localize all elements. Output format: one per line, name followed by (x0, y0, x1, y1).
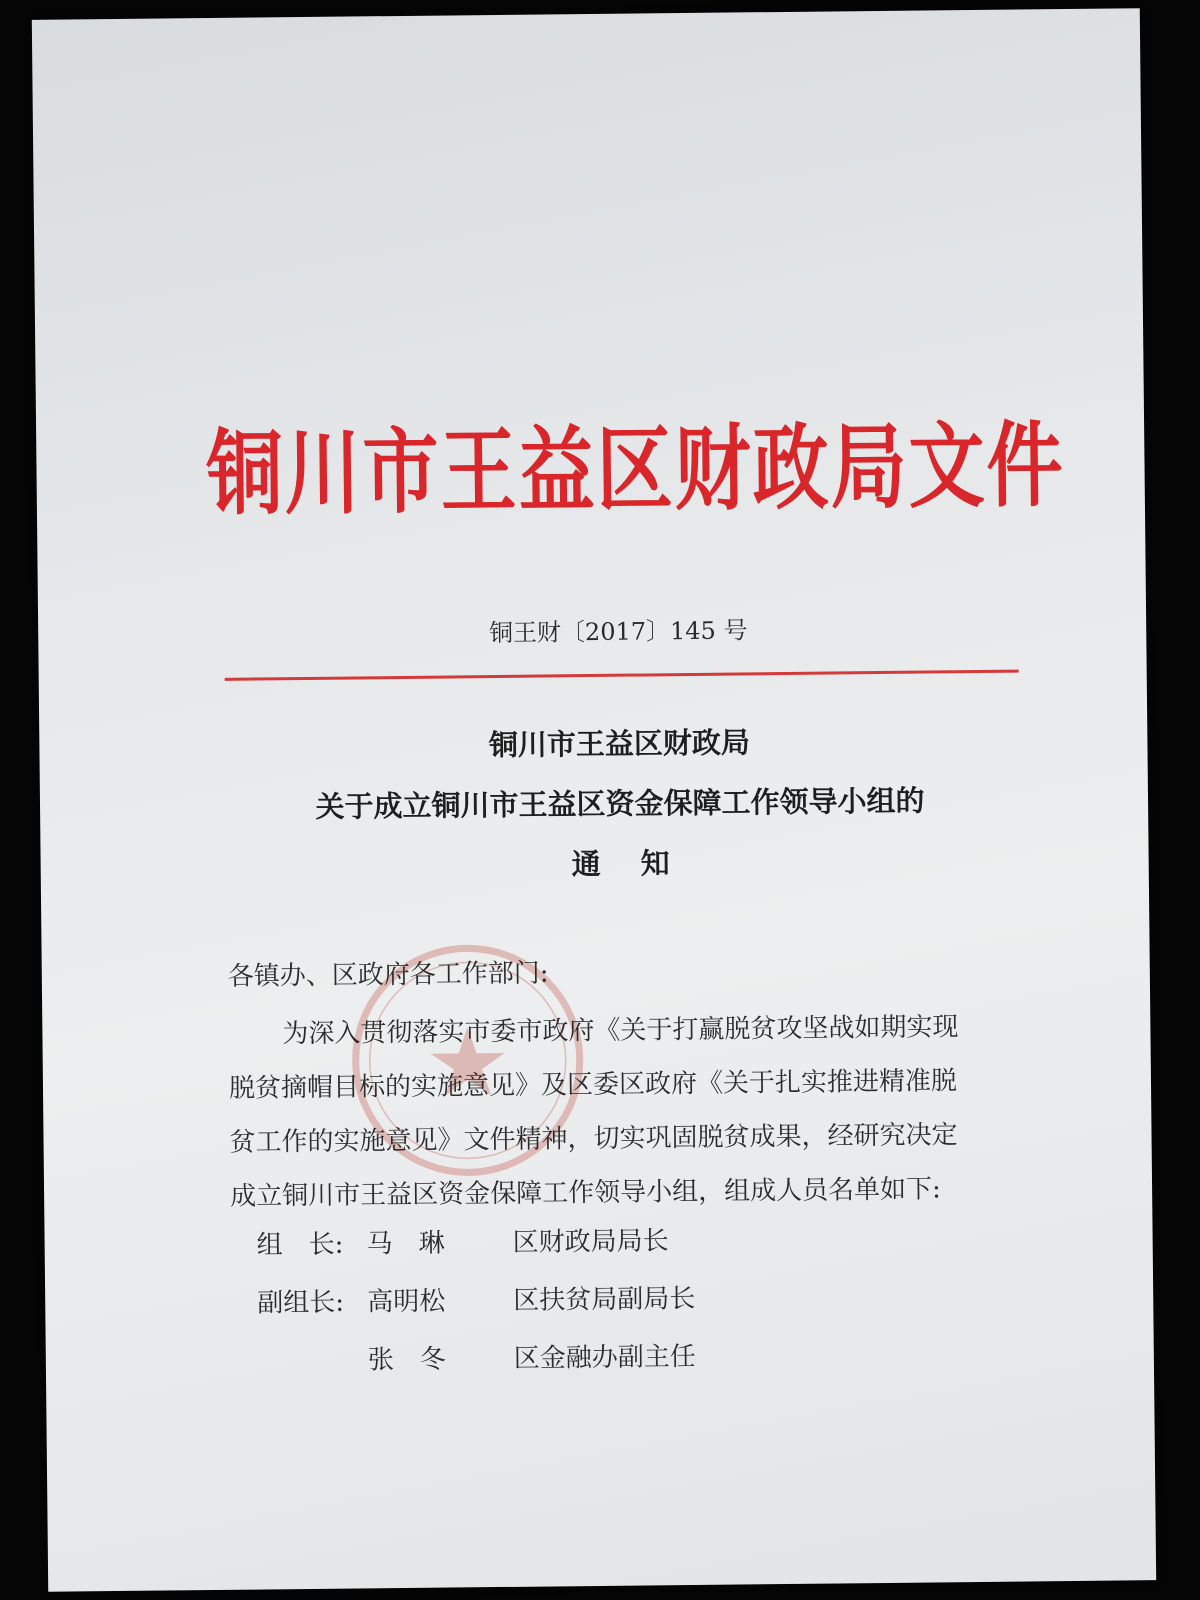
document-masthead: 铜川市王益区财政局文件 (205, 410, 1066, 529)
title-line-notice: 通知 (571, 845, 710, 882)
title-line-issuer: 铜川市王益区财政局 (488, 725, 751, 763)
title-line-subject: 关于成立铜川市王益区资金保障工作领导小组的 (315, 783, 925, 824)
salutation: 各镇办、区政府各工作部门: (227, 958, 549, 992)
member-role: 副组长: (257, 1287, 345, 1319)
document-title (219, 710, 1021, 898)
member-post: 区金融办副主任 (513, 1341, 697, 1374)
member-name: 张 冬 (367, 1344, 447, 1376)
red-divider-line (225, 670, 1019, 681)
document-number: 铜王财〔2017〕145 号 (488, 616, 748, 648)
body-line: 贫工作的实施意见》文件精神，切实巩固脱贫成果，经研究决定 (229, 1120, 958, 1158)
member-role: 组 长: (256, 1229, 344, 1261)
member-name: 高明松 (367, 1286, 446, 1318)
document-page (32, 8, 1156, 1592)
body-paragraph (228, 999, 1050, 1224)
body-line: 成立铜川市王益区资金保障工作领导小组，组成人员名单如下: (229, 1174, 942, 1212)
body-line: 脱贫摘帽目标的实施意见》及区委区政府《关于扎实推进精准脱 (228, 1066, 958, 1104)
member-post: 区扶贫局副局长 (513, 1283, 696, 1316)
member-name: 马 琳 (366, 1228, 445, 1260)
member-post: 区财政局局长 (512, 1226, 669, 1258)
body-line: 为深入贯彻落实市委市政府《关于打赢脱贫攻坚战如期实现 (282, 1012, 959, 1050)
